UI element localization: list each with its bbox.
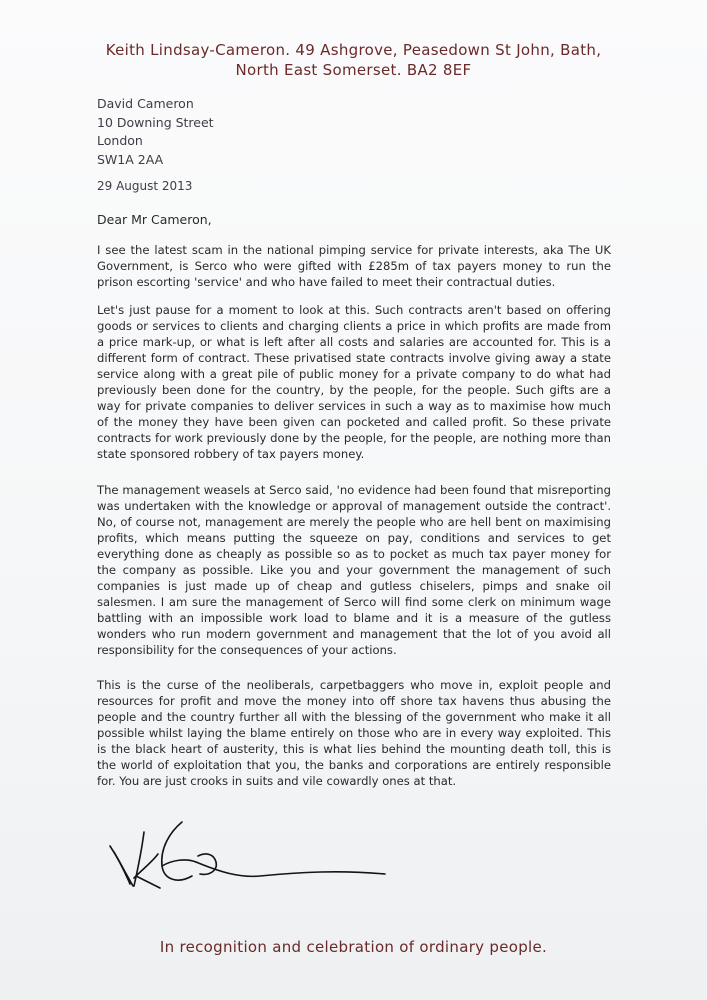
paragraph-2: Let's just pause for a moment to look at this. Such contracts aren't based on offering goods or services to clients and charging clients a price in which profits are made from a price mark-up, or what is left after all costs and salaries are accounted for. This is a different form of contract. These privatised state contracts involve giving away a state service along with a great pile of public money for a private company to do what had previously been done for the country, by the people, for the people. Such gifts are a way for private companies to deliver services in such a way as to maximise how much of the money they have been given can pocketed and called profit. So these private contracts for work previously done by the people, for the people, are nothing more than state sponsored robbery of tax payers money.	[97, 303, 611, 461]
recipient-city: London	[97, 133, 143, 148]
paragraph-4: This is the curse of the neoliberals, carpetbaggers who move in, exploit people and resources for profit and move the money into off shore tax havens thus abusing the people and the country further all with the blessing of the government who make it all possible whilst laying the blame entirely on those who are in every way exploited. This is the black heart of austerity, this is what lies behind the mounting death toll, this is the world of exploitation that you, the banks and corporations are entirely responsible for. You are just crooks in suits and vile cowardly ones at that.	[97, 678, 611, 788]
letterhead	[0, 40, 707, 80]
letter-date: 29 August 2013	[97, 179, 193, 193]
recipient-street: 10 Downing Street	[97, 114, 214, 130]
recipient-address	[97, 95, 214, 169]
letterhead-line-2: North East Somerset. BA2 8EF	[235, 61, 472, 79]
salutation: Dear Mr Cameron,	[97, 212, 212, 227]
letterhead-line-1: Keith Lindsay-Cameron. 49 Ashgrove, Peasedown St John, Bath,	[105, 41, 602, 59]
recipient-name: David Cameron	[97, 96, 194, 111]
handwritten-signature	[100, 818, 390, 898]
paragraph-3: The management weasels at Serco said, 'no evidence had been found that misreporting was undertaken with the knowledge or approval of management outside the contract'. No, of course not, management are merely the people who are hell bent on maximising profits, which means putting the squeeze on pay, conditions and services to get everything done as cheaply as possible so as to pocket as much tax payer money for the company as possible. Like you and your government the management of such companies is just made up of cheap and gutless chiselers, pimps and snake oil salesmen. I am sure the management of Serco will find some clerk on minimum wage battling with an impossible work load to blame and it is a measure of the gutless wonders who run modern government and management that the lot of you avoid all responsibility for the consequences of your actions.	[97, 483, 611, 657]
recipient-postcode: SW1A 2AA	[97, 151, 164, 167]
footer-motto: In recognition and celebration of ordinary people.	[159, 938, 548, 956]
paragraph-1: I see the latest scam in the national pimping service for private interests, aka The UK Government, is Serco who were gifted with £285m of tax payers money to run the prison escorting 'service' and who have failed to meet their contractual duties.	[97, 243, 611, 289]
